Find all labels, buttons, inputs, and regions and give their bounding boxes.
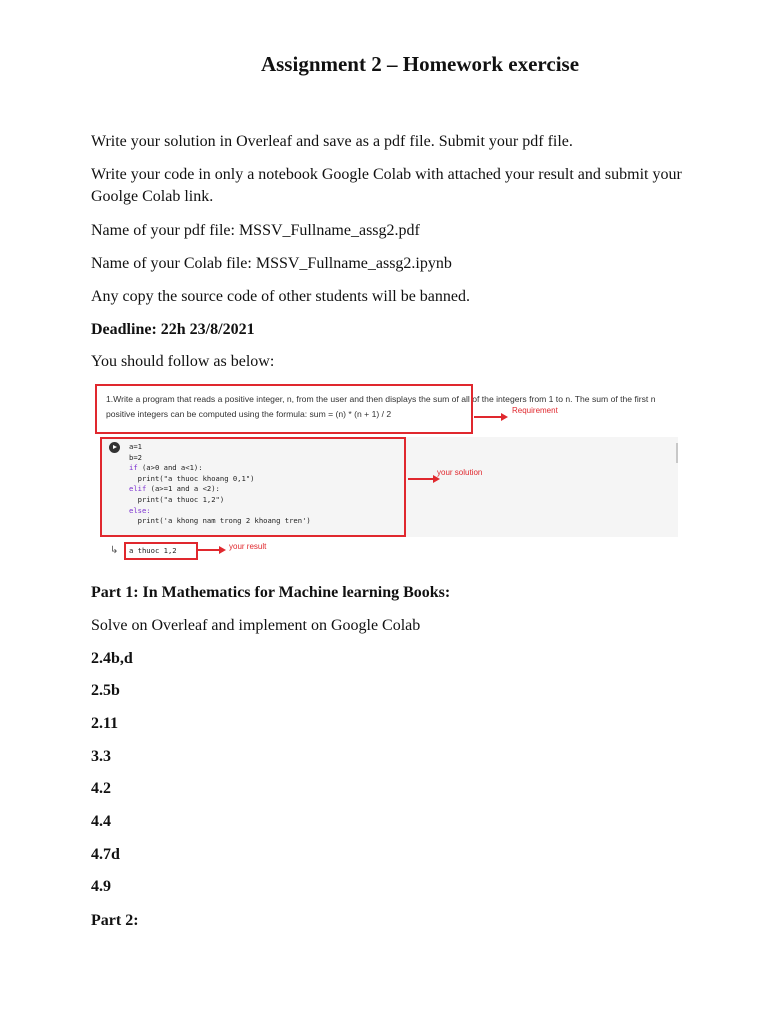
solution-box: [100, 437, 406, 537]
output-arrow-icon: ↳: [110, 545, 119, 556]
instruction-colab-name: Name of your Colab file: MSSV_Fullname_assg2.ipynb: [91, 255, 452, 272]
cell-scrollbar: [676, 443, 678, 463]
exercise-item: 4.2: [91, 780, 111, 797]
code-line: a=1: [129, 442, 142, 451]
instruction-no-copy: Any copy the source code of other students will be banned.: [91, 288, 471, 305]
exercise-item: 3.3: [91, 748, 111, 765]
solution-note: your solution: [437, 468, 483, 477]
instruction-overleaf: Write your solution in Overleaf and save as a pdf file. Submit your pdf file.: [91, 133, 573, 150]
code-line: print('a khong nam trong 2 khoang tren'): [137, 516, 311, 526]
result-box: [124, 542, 198, 560]
part1-subtitle: Solve on Overleaf and implement on Google Colab: [91, 617, 421, 634]
follow-text: You should follow as below:: [91, 353, 275, 370]
exercise-item: 2.11: [91, 715, 119, 732]
example-screenshot: [92, 381, 676, 567]
part1-heading: Part 1: In Mathematics for Machine learning Books:: [91, 584, 451, 601]
document-title: Assignment 2 – Homework exercise: [260, 52, 580, 76]
result-arrow-icon: [198, 549, 220, 551]
code-keyword: if: [129, 463, 138, 473]
code-line: elif (a>=1 and a <2):: [129, 484, 220, 494]
solution-arrow-icon: [408, 478, 434, 480]
exercise-item: 2.5b: [91, 682, 120, 699]
code-keyword: else:: [129, 505, 151, 515]
requirement-text: 1.Write a program that reads a positive integer, n, from the user and then displays the sum of all of the integers from 1 to n. The sum of the first n positive integers can be computed using the formula: sum = (n) * (n + 1) / 2: [106, 394, 656, 419]
code-line: print("a thuoc 1,2"): [137, 494, 225, 504]
instruction-colab: Write your code in only a notebook Google Colab with attached your result and submit your Goolge Colab link.: [91, 166, 682, 205]
exercise-item: 2.4b,d: [91, 650, 133, 667]
requirement-box: [95, 384, 473, 434]
deadline: Deadline: 22h 23/8/2021: [91, 321, 255, 338]
code-line: b=2: [129, 452, 142, 462]
code-keyword: elif: [129, 484, 147, 494]
requirement-note: Requirement: [512, 406, 558, 415]
result-note: your result: [229, 542, 267, 551]
code-line: print("a thuoc khoang 0,1"): [137, 473, 255, 483]
exercise-item: 4.7d: [91, 846, 120, 863]
requirement-arrow-icon: [474, 416, 502, 418]
part2-heading: Part 2:: [91, 912, 139, 929]
code-line: if (a>0 and a<1):: [129, 463, 203, 473]
exercise-item: 4.4: [91, 813, 111, 830]
output-text: a thuoc 1,2: [129, 546, 177, 555]
exercise-item: 4.9: [91, 878, 111, 895]
instruction-pdf-name: Name of your pdf file: MSSV_Fullname_assg2.pdf: [91, 222, 420, 239]
